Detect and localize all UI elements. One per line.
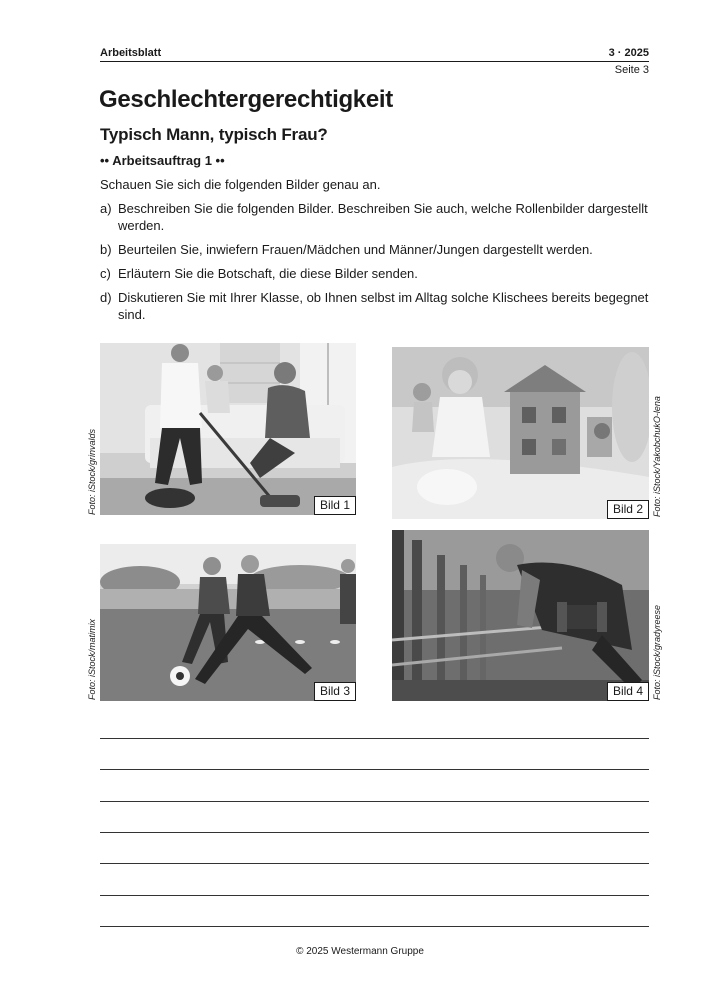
photo-3-football — [100, 544, 356, 701]
photo-2-girl-playing — [392, 347, 649, 519]
page-title: Geschlechtergerechtigkeit — [99, 86, 393, 113]
task-item — [100, 241, 652, 258]
image-label: Bild 1 — [314, 496, 356, 515]
task-item — [100, 289, 652, 323]
page-number: Seite 3 — [614, 64, 649, 76]
worksheet-label: Arbeitsblatt — [100, 47, 162, 59]
header-rule — [100, 61, 649, 62]
image-label: Bild 2 — [607, 500, 649, 519]
task-text: Erläutern Sie die Botschaft, die diese Bilder senden. — [118, 266, 418, 281]
writing-line — [100, 769, 649, 770]
task-marker: c) — [100, 266, 111, 281]
issue-number: 3 · 2025 — [608, 47, 649, 59]
image-label: Bild 4 — [607, 682, 649, 701]
task-list — [100, 200, 652, 330]
writing-line — [100, 832, 649, 833]
copyright-footer: © 2025 Westermann Gruppe — [296, 946, 424, 957]
task-marker: b) — [100, 242, 112, 257]
writing-line — [100, 895, 649, 896]
page-subtitle: Typisch Mann, typisch Frau? — [100, 125, 328, 144]
writing-line — [100, 738, 649, 739]
photo-credit: Foto: iStock/YakobchukO-lena — [652, 396, 662, 517]
photo-credit: Foto: iStock/matimix — [87, 618, 97, 700]
task-text: Diskutieren Sie mit Ihrer Klasse, ob Ihnen selbst im Alltag solche Klischees bereits begegnet sind. — [118, 290, 649, 322]
task-item — [100, 265, 652, 282]
photo-2-illustration — [392, 347, 649, 519]
photo-3-illustration — [100, 544, 356, 701]
task-text: Beurteilen Sie, inwiefern Frauen/Mädchen und Männer/Jungen dargestellt werden. — [118, 242, 593, 257]
task-heading: •• Arbeitsauftrag 1 •• — [100, 153, 225, 168]
writing-line — [100, 926, 649, 927]
photo-credit: Foto: iStock/gradyreese — [652, 604, 662, 700]
writing-line — [100, 801, 649, 802]
image-label: Bild 3 — [314, 682, 356, 701]
task-item — [100, 200, 652, 234]
photo-4-gym — [392, 530, 649, 701]
writing-line — [100, 863, 649, 864]
photo-1-living-room — [100, 343, 356, 515]
photo-4-illustration — [392, 530, 649, 701]
photo-credit: Foto: iStock/grinvalds — [87, 428, 97, 515]
task-marker: a) — [100, 201, 112, 216]
task-marker: d) — [100, 290, 112, 305]
photo-1-illustration — [100, 343, 356, 515]
intro-text: Schauen Sie sich die folgenden Bilder genau an. — [100, 177, 381, 192]
task-text: Beschreiben Sie die folgenden Bilder. Beschreiben Sie auch, welche Rollenbilder dargestellt werden. — [118, 201, 648, 233]
